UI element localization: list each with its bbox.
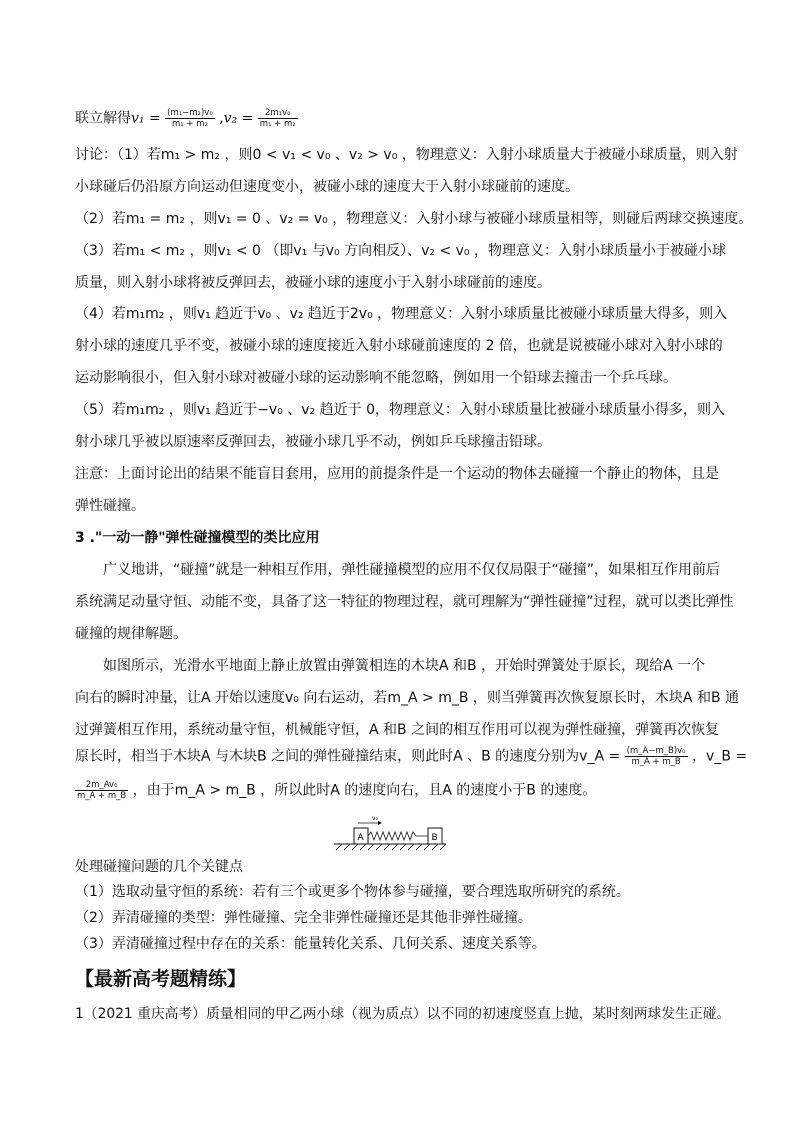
exam-section-heading: 【最新高考题精练】 [75,968,247,990]
spring-block-figure [330,814,450,852]
v1-symbol: v₁ = [131,110,161,127]
block-b-label: B [431,833,438,843]
discussion-line-4: （3）若m₁ < m₂ ，则v₁ < 0 （即v₁ 与v₀ 方向相反）、v₂ < v₀ ，物理意义：入射小球质量小于被碰小球 [75,243,726,259]
result-label: 联立解得 [75,110,131,127]
para2-line-4-text: 原长时，相当于木块A 与木块B 之间的弹性碰撞结束，则此时A 、B 的速度分别为v_A = [75,748,621,765]
discussion-line-5: 质量，则入射小球将被反弹回去，被碰小球的速度小于入射小球碰前的速度。 [75,275,551,291]
para1-line-3: 碰撞的规律解题。 [75,626,187,642]
velocity-arrowhead [378,821,382,825]
para1-line-1: 广义地讲，“碰撞”就是一种相互作用，弹性碰撞模型的应用不仅仅局限于“碰撞”，如果相互作用前后 [103,562,721,578]
discussion-line-7: 射小球的速度几乎不变，被碰小球的速度接近入射小球碰前速度的 2 倍，也就是说被碰小球对入射小球的 [75,338,723,354]
v1-fraction [165,108,215,129]
section-3-heading: 3 ."一动一静"弹性碰撞模型的类比应用 [75,530,320,546]
discussion-line-3: （2）若m₁ = m₂ ，则v₁ = 0 、v₂ = v₀ ，物理意义：入射小球与被碰小球质量相等，则碰后两球交换速度。 [75,211,753,227]
result-separator: , [214,110,224,127]
v1-denominator: m₁ + m₂ [171,119,208,129]
keypoint-2: （2）弄清碰撞的类型：弹性碰撞、完全非弹性碰撞还是其他非弹性碰撞。 [75,910,532,926]
spring [368,832,428,840]
result-line [75,108,298,129]
va-fraction [625,746,688,767]
keypoints-title: 处理碰撞问题的几个关键点 [75,859,243,875]
para2-line-3: 过弹簧相互作用，系统动量守恒，机械能守恒，A 和B 之间的相互作用可以视为弹性碰撞，弹簧再次恢复 [75,722,720,738]
para1-line-2: 系统满足动量守恒、动能不变，具备了这一特征的物理过程，就可理解为“弹性碰撞”过程，就可以类比弹性 [75,594,734,610]
discussion-line-11: 注意：上面讨论出的结果不能盲目套用，应用的前提条件是一个运动的物体去碰撞一个静止的物体，且是 [75,466,719,482]
v2-denominator: m₁ + m₂ [259,119,296,129]
v1-numerator: (m₁−m₂)v₀ [167,108,213,118]
para2-line-4 [75,746,747,767]
keypoint-1: （1）选取动量守恒的系统：若有三个或更多个物体参与碰撞，要合理选取所研究的系统。 [75,884,630,900]
block-a-label: A [357,833,364,843]
v2-fraction [258,108,298,129]
discussion-line-9: （5）若m₁m₂ ，则v₁ 趋近于−v₀ 、v₂ 趋近于 0，物理意义：入射小球质量比被碰小球质量小得多，则入 [75,402,725,418]
ground-hatching [336,844,446,850]
para2-line-2: 向右的瞬时冲量，让A 开始以速度v₀ 向右运动，若m_A > m_B ，则当弹簧再次恢复原长时，木块A 和B 通 [75,690,739,706]
discussion-line-1: 讨论：（1）若m₁ > m₂ ，则0 < v₁ < v₀ 、v₂ > v₀ ，物理意义：入射小球质量大于被碰小球质量，则入射 [75,147,738,163]
vb-numerator: 2m_Av₀ [75,780,128,791]
va-numerator: (m_A−m_B)v₀ [626,746,686,756]
discussion-line-6: （4）若m₁m₂ ，则v₁ 趋近于v₀ 、v₂ 趋近于2v₀ ，物理意义：入射小球质量比被碰小球质量大得多，则入 [75,306,728,322]
v2-numerator: 2m₁v₀ [258,108,298,119]
discussion-line-8: 运动影响很小，但入射小球对被碰小球的运动影响不能忽略，例如用一个铅球去撞击一个乒乓球。 [75,370,677,386]
vb-label: ，v_B = [687,748,748,765]
discussion-line-2: 小球碰后仍沿原方向运动但速度变小，被碰小球的速度大于入射小球碰前的速度。 [75,179,579,195]
discussion-line-12: 弹性碰撞。 [75,498,145,514]
velocity-label: v₀ [372,815,378,822]
para2-line-5-text: ，由于m_A > m_B ，所以此时A 的速度向右，且A 的速度小于B 的速度。 [128,782,597,799]
para2-line-1: 如图所示，光滑水平地面上静止放置由弹簧相连的木块A 和B ，开始时弹簧处于原长，现给A 一个 [103,658,706,674]
v2-symbol: v₂ = [223,110,254,127]
question-1: 1（2021 重庆高考）质量相同的甲乙两小球（视为质点）以不同的初速度竖直上抛，某时刻两球发生正碰。 [75,1006,731,1022]
vb-denominator: m_A + m_B [77,791,127,801]
para2-line-5 [75,780,596,801]
discussion-line-10: 射小球几乎被以原速率反弹回去，被碰小球几乎不动，例如乒乓球撞击铅球。 [75,434,551,450]
va-denominator: m_A + m_B [631,757,681,767]
keypoint-3: （3）弄清碰撞过程中存在的关系：能量转化关系、几何关系、速度关系等。 [75,936,546,952]
vb-fraction [75,780,128,801]
